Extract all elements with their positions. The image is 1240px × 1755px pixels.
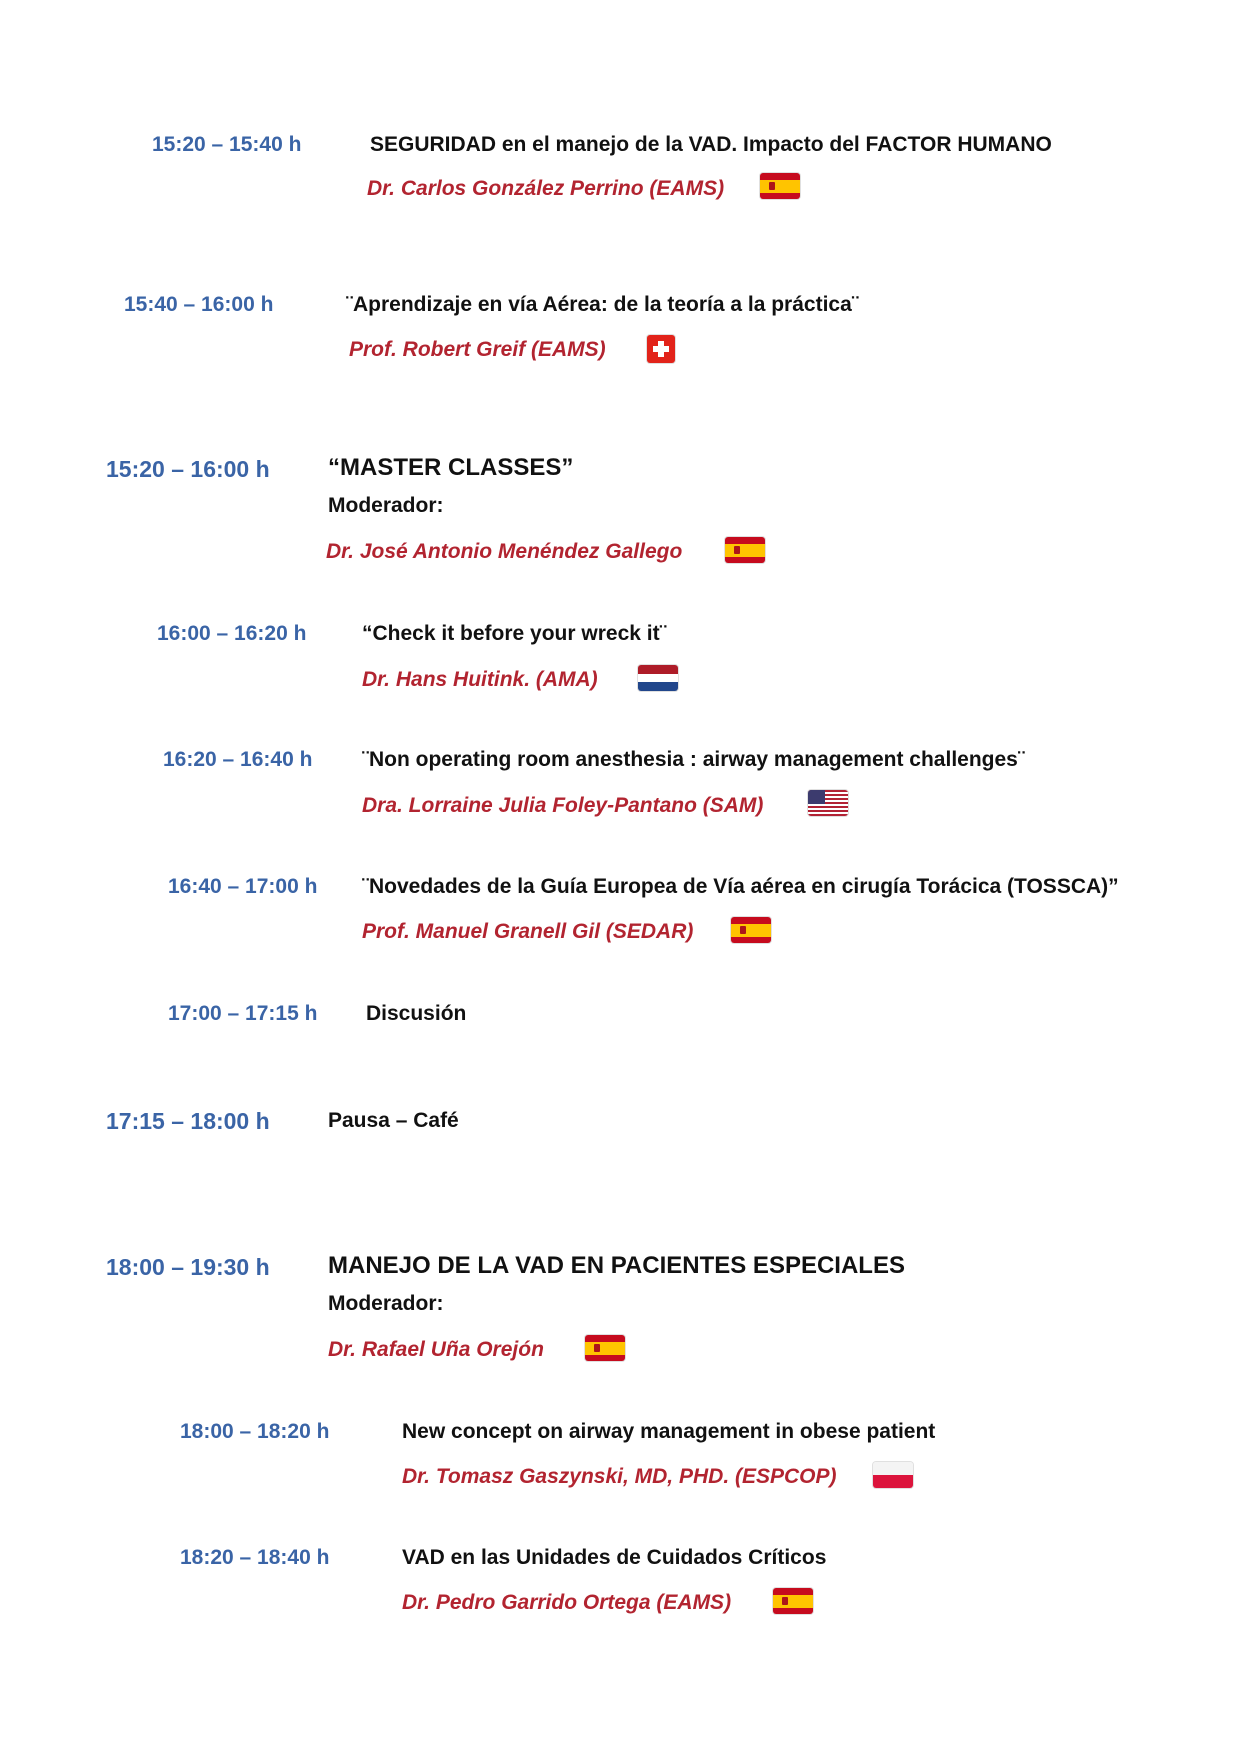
session-title: Pausa – Café [328, 1109, 459, 1132]
session-title: ¨Novedades de la Guía Europea de Vía aérea en cirugía Torácica (TOSSCA)” [362, 875, 1119, 898]
spain-flag-icon [725, 537, 765, 563]
session-title: New concept on airway management in obese patient [402, 1420, 936, 1443]
session-title: VAD en las Unidades de Cuidados Críticos [402, 1546, 827, 1569]
switzerland-flag-icon [647, 335, 675, 363]
session-title: “Check it before your wreck it¨ [362, 622, 667, 645]
session-time: 17:00 – 17:15 h [168, 1002, 318, 1025]
speaker-name: Dr. José Antonio Menéndez Gallego [326, 540, 683, 563]
spain-flag-icon [760, 173, 800, 199]
moderator-label: Moderador: [328, 1292, 444, 1315]
spain-flag-icon [773, 1588, 813, 1614]
session-time: 16:40 – 17:00 h [168, 875, 318, 898]
session-time: 16:20 – 16:40 h [163, 748, 313, 771]
session-time: 17:15 – 18:00 h [106, 1108, 270, 1134]
speaker-name: Dr. Tomasz Gaszynski, MD, PHD. (ESPCOP) [402, 1465, 837, 1488]
poland-flag-icon [873, 1462, 913, 1488]
session-title: Discusión [366, 1002, 467, 1025]
session-title: MANEJO DE LA VAD EN PACIENTES ESPECIALES [328, 1252, 905, 1279]
speaker-name: Dr. Rafael Uña Orejón [328, 1338, 544, 1361]
speaker-name: Prof. Manuel Granell Gil (SEDAR) [362, 920, 694, 943]
netherlands-flag-icon [638, 665, 678, 691]
session-title: ¨Non operating room anesthesia : airway management challenges¨ [362, 748, 1025, 771]
session-time: 15:20 – 16:00 h [106, 456, 270, 482]
speaker-name: Dr. Carlos González Perrino (EAMS) [367, 177, 725, 200]
session-time: 15:40 – 16:00 h [124, 293, 274, 316]
usa-flag-icon [808, 790, 848, 816]
session-time: 18:20 – 18:40 h [180, 1546, 330, 1569]
speaker-name: Dr. Pedro Garrido Ortega (EAMS) [402, 1591, 732, 1614]
session-time: 18:00 – 19:30 h [106, 1254, 270, 1280]
speaker-name: Prof. Robert Greif (EAMS) [349, 338, 606, 361]
speaker-name: Dr. Hans Huitink. (AMA) [362, 668, 598, 691]
session-time: 18:00 – 18:20 h [180, 1420, 330, 1443]
session-time: 16:00 – 16:20 h [157, 622, 307, 645]
spain-flag-icon [731, 917, 771, 943]
moderator-label: Moderador: [328, 494, 444, 517]
speaker-name: Dra. Lorraine Julia Foley-Pantano (SAM) [362, 794, 764, 817]
session-title: “MASTER CLASSES” [328, 454, 574, 481]
session-title: ¨Aprendizaje en vía Aérea: de la teoría a la práctica¨ [346, 293, 859, 316]
session-time: 15:20 – 15:40 h [152, 133, 302, 156]
session-title: SEGURIDAD en el manejo de la VAD. Impacto del FACTOR HUMANO [370, 133, 1052, 156]
spain-flag-icon [585, 1335, 625, 1361]
